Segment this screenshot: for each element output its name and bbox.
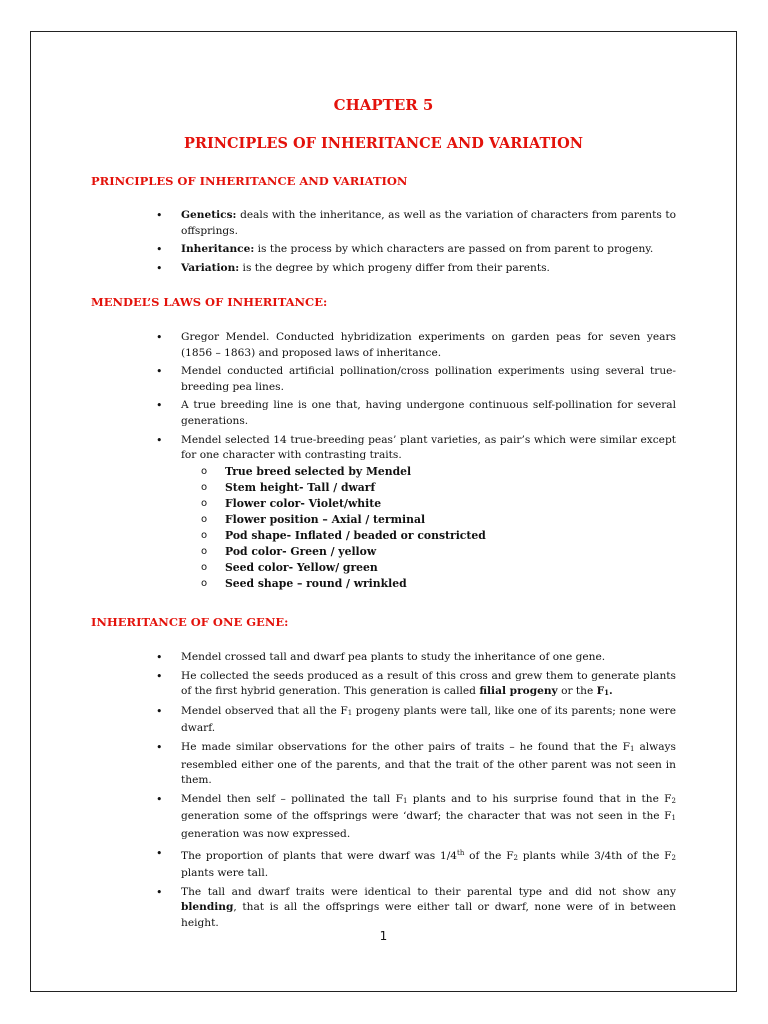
- definition-text: is the degree by which progeny differ from their parents.: [239, 261, 550, 274]
- page-title: PRINCIPLES OF INHERITANCE AND VARIATION: [184, 135, 583, 152]
- page-number: 1: [379, 929, 388, 943]
- term-blending: blending: [181, 901, 234, 914]
- text-span: The tall and dwarf traits were identical to their parental type and did not show any: [181, 885, 676, 898]
- subscript: 1: [403, 796, 408, 805]
- mendel-laws-list: [181, 330, 676, 595]
- sublist-item: o Seed shape – round / wrinkled: [201, 576, 696, 592]
- subscript: 2: [671, 853, 676, 862]
- sublist-item: o Stem height- Tall / dwarf: [201, 480, 696, 496]
- definitions-list: [181, 208, 676, 279]
- text-span: He collected the seeds produced as a result of this cross and grew them to generate plants of the first hybrid generation. This generation is called: [181, 669, 676, 698]
- sublist-item: o Flower color- Violet/white: [201, 496, 696, 512]
- list-item: [181, 704, 676, 737]
- list-item: [181, 792, 676, 843]
- text-span: always resembled either one of the parents, and that the trait of the other parent was not seen in them.: [181, 740, 676, 787]
- list-item: [181, 208, 676, 239]
- text-span: Mendel then self – pollinated the tall F: [181, 792, 403, 805]
- section-heading-one-gene: INHERITANCE OF ONE GENE:: [91, 615, 289, 629]
- term-genetics: Genetics:: [181, 209, 237, 221]
- term-variation: Variation:: [181, 261, 240, 274]
- text-span: plants while 3/4th of the F: [518, 849, 672, 862]
- text-span: , that is all the offsprings were either tall or dwarf, none were of in between height.: [181, 901, 676, 929]
- subscript: 2: [671, 796, 676, 805]
- text-span: plants and to his surprise found that in the F: [407, 792, 672, 805]
- definition-text: is the process by which characters are passed on from parent to progeny.: [254, 243, 654, 256]
- superscript: th: [457, 848, 465, 857]
- text-span: Mendel observed that all the F: [181, 704, 348, 717]
- sublist-item: o Flower position – Axial / terminal: [201, 512, 696, 528]
- term-filial-progeny: filial progeny: [479, 685, 558, 698]
- text-span: The proportion of plants that were dwarf was 1/4: [181, 849, 457, 862]
- text-span: generation some of the offsprings were ‘dwarf; the character that was not seen in the F: [181, 810, 672, 823]
- list-item: [181, 433, 676, 592]
- sublist-item: o Pod color- Green / yellow: [201, 544, 696, 560]
- text-span: .: [609, 685, 613, 698]
- text-span: He made similar observations for the other pairs of traits – he found that the F: [181, 740, 630, 753]
- list-item-text: Mendel selected 14 true-breeding peas’ plant varieties, as pair’s which were similar except for one character with contrasting traits.: [181, 433, 676, 462]
- document-page: [30, 31, 737, 992]
- subscript: 1: [671, 814, 676, 823]
- list-item: • A true breeding line is one that, having undergone continuous self-pollination for several generations.: [181, 398, 676, 429]
- sublist-item: o Seed color- Yellow/ green: [201, 560, 696, 576]
- definition-text: deals with the inheritance, as well as the variation of characters from parents to offsprings.: [181, 209, 676, 237]
- section-heading-mendels-laws: MENDEL’S LAWS OF INHERITANCE:: [91, 295, 328, 309]
- one-gene-list: [181, 650, 676, 935]
- section-heading-principles: PRINCIPLES OF INHERITANCE AND VARIATION: [91, 174, 408, 188]
- list-item: • Mendel conducted artificial pollination/cross pollination experiments using several true-breeding pea lines.: [181, 364, 676, 395]
- term-inheritance: Inheritance:: [181, 243, 255, 256]
- text-span: or the: [557, 685, 597, 698]
- list-item: [181, 740, 676, 789]
- subscript: 2: [513, 853, 519, 862]
- list-item: [181, 669, 676, 701]
- traits-sublist: [201, 464, 696, 592]
- list-item: [181, 885, 676, 932]
- list-item: [181, 846, 676, 882]
- sublist-item: o True breed selected by Mendel: [201, 464, 696, 480]
- list-item: [181, 261, 676, 277]
- text-span: F: [596, 685, 605, 698]
- text-span: plants were tall.: [181, 867, 269, 880]
- term-f1: [597, 685, 613, 697]
- subscript: 1: [604, 688, 610, 698]
- text-span: generation was now expressed.: [181, 827, 351, 840]
- text-span: progeny plants were tall, like one of its parents; none were dwarf.: [181, 704, 676, 735]
- list-item: • Mendel crossed tall and dwarf pea plants to study the inheritance of one gene.: [181, 650, 676, 666]
- sublist-item: o Pod shape- Inflated / beaded or constricted: [201, 528, 696, 544]
- chapter-label: CHAPTER 5: [333, 96, 434, 114]
- text-span: of the F: [464, 849, 514, 862]
- subscript: 1: [629, 744, 635, 753]
- list-item: [181, 242, 676, 258]
- subscript: 1: [347, 708, 353, 717]
- list-item: • Gregor Mendel. Conducted hybridization experiments on garden peas for seven years (1856 – 1863) and proposed laws of inheritance.: [181, 330, 676, 361]
